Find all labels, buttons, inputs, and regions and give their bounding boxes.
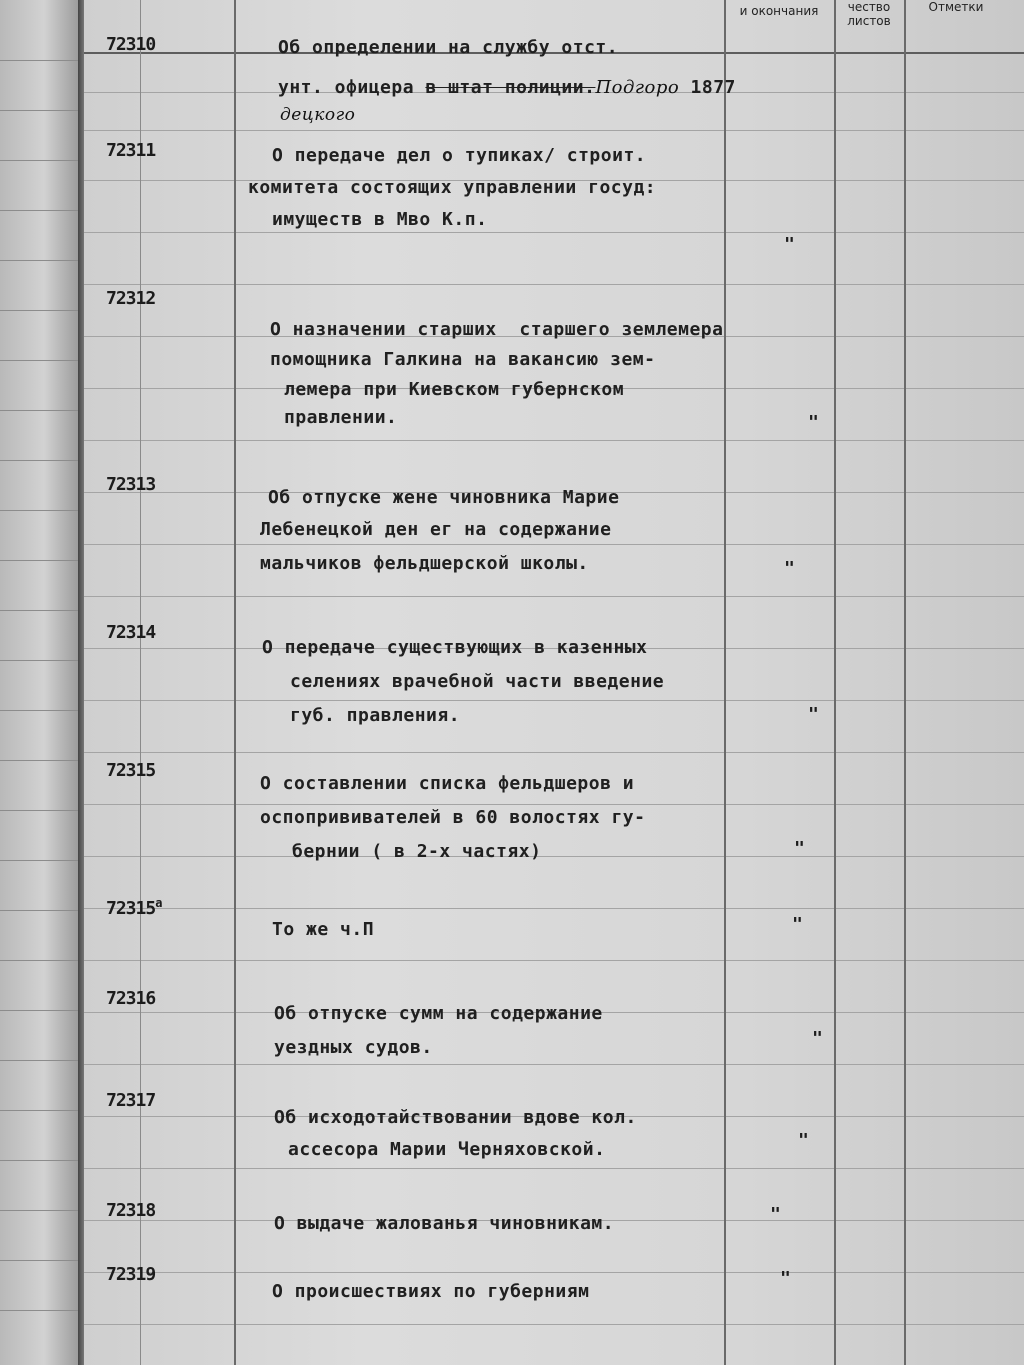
entry-title-line: Об отпуске сумм на содержание	[274, 1003, 603, 1024]
entry-title-line: О происшествиях по губерниям	[272, 1281, 590, 1302]
ditto-mark: "	[794, 838, 805, 859]
ditto-mark: "	[798, 1130, 809, 1151]
ditto-mark: "	[792, 914, 803, 935]
entry-number: 72318	[106, 1200, 156, 1221]
ditto-mark: "	[808, 412, 819, 433]
entry-title-line: Лебенецкой ден ег на содержание	[260, 519, 612, 540]
entry-title-line: лемера при Киевском губернском	[284, 379, 625, 400]
entry-title-line: О составлении списка фельдшеров и	[260, 773, 635, 794]
ditto-mark: "	[784, 558, 795, 579]
entry-title-line: комитета состоящих управлении госуд:	[248, 177, 657, 198]
entry-title-line: помощника Галкина на вакансию зем-	[270, 349, 656, 370]
column-header-dates: и окончания	[739, 4, 819, 18]
entry-title-line: Об исходотайствовании вдове кол.	[274, 1107, 637, 1128]
handwritten-annotation: децкого	[280, 105, 356, 125]
entry-title-line: О выдаче жалованья чиновникам.	[274, 1213, 615, 1234]
entry-title-line: О передаче дел о тупиках/ строит.	[272, 145, 647, 166]
entry-title-line: Об отпуске жене чиновника Марие	[268, 487, 620, 508]
struck-text: в штат полиции.	[425, 77, 596, 98]
register-page	[84, 0, 1024, 1365]
entry-number: 72310	[106, 34, 156, 55]
entry-title-line: унт. офицера в штат полиции.Подгоро 1877	[278, 77, 736, 98]
entry-title-line: Об определении на службу отст.	[278, 37, 619, 58]
column-header-sheets: чество листов	[847, 0, 891, 28]
entry-title-line: О передаче существующих в казенных	[262, 637, 648, 658]
handwritten-insert: Подгоро	[595, 77, 680, 98]
previous-page-edge	[0, 0, 80, 1365]
ditto-mark: "	[808, 704, 819, 725]
ditto-mark: "	[770, 1204, 781, 1225]
entry-title-line: бернии ( в 2-х частях)	[292, 841, 542, 862]
entry-title-line: То же ч.П	[272, 919, 375, 940]
entry-number: 72319	[106, 1264, 156, 1285]
entry-number: 72312	[106, 288, 156, 309]
entry-title-line: ассесора Марии Черняховской.	[288, 1139, 606, 1160]
entry-number: 72313	[106, 474, 156, 495]
ditto-mark: "	[780, 1268, 791, 1289]
entry-title-line: правлении.	[284, 407, 398, 428]
entry-title-line: селениях врачебной части введение	[290, 671, 665, 692]
ditto-mark: "	[784, 234, 795, 255]
entry-number: 72317	[106, 1090, 156, 1111]
ditto-mark: "	[812, 1028, 823, 1049]
entry-title-line: губ. правления.	[290, 705, 461, 726]
entry-title-line: мальчиков фельдшерской школы.	[260, 553, 589, 574]
entry-title-line: О назначении старших старшего землемера	[270, 319, 724, 340]
entry-title-line: оспопрививателей в 60 волостях гу-	[260, 807, 646, 828]
entry-title-line: уездных судов.	[274, 1037, 433, 1058]
entry-number: $72315^а$	[106, 896, 162, 919]
column-header-notes: Отметки	[928, 0, 984, 14]
entry-number: 72315	[106, 760, 156, 781]
entry-number: 72311	[106, 140, 156, 161]
entry-title-line: имуществ в Мво К.п.	[272, 209, 488, 230]
entry-number: 72314	[106, 622, 156, 643]
entry-number: 72316	[106, 988, 156, 1009]
